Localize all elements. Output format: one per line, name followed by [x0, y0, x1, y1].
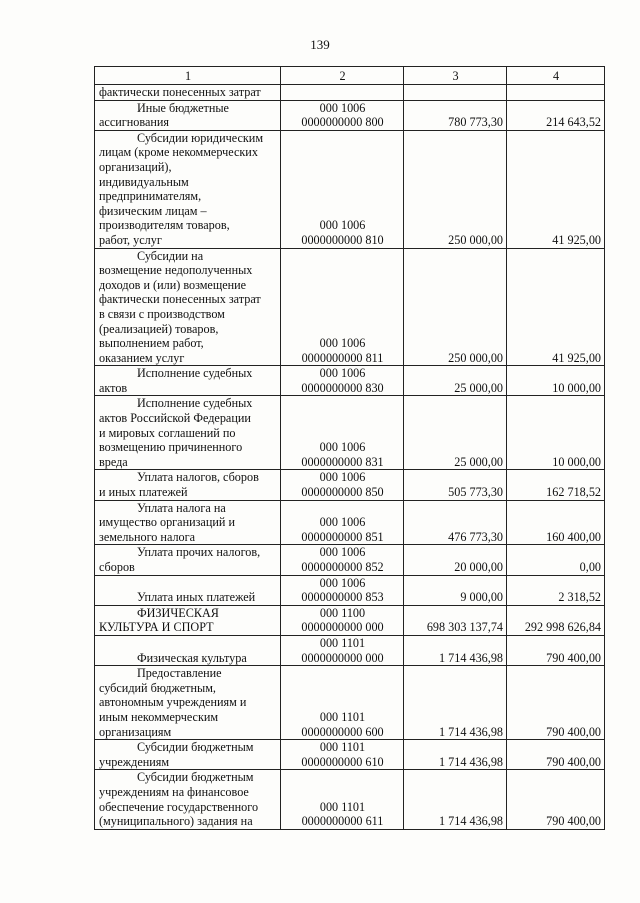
item-name-cell — [95, 85, 281, 101]
item-name-line: автономным учреждениям и — [99, 695, 247, 710]
amount-col3-cell: 1 714 436,98 — [404, 666, 507, 740]
item-name-line: актов — [99, 380, 128, 395]
item-name-line: Исполнение судебных — [137, 366, 253, 381]
budget-code-line: 0000000000 810 — [301, 232, 384, 247]
budget-code-cell — [281, 575, 404, 605]
amount-col4-cell: 790 400,00 — [507, 770, 605, 829]
amount-col3-cell: 698 303 137,74 — [404, 605, 507, 635]
item-name-line: индивидуальным — [99, 174, 189, 189]
table-row — [95, 470, 605, 500]
amount-col3-cell: 25 000,00 — [404, 396, 507, 470]
budget-code-cell — [281, 248, 404, 366]
amount-col4-cell: 2 318,52 — [507, 575, 605, 605]
budget-code-line: 0000000000 831 — [301, 454, 384, 469]
amount-col4-cell: 0,00 — [507, 545, 605, 575]
table-row — [95, 100, 605, 130]
item-name-line: обеспечение государственного — [99, 799, 259, 814]
budget-code-line: 0000000000 800 — [301, 115, 384, 130]
budget-code-cell — [281, 366, 404, 396]
amount-col4-cell: 790 400,00 — [507, 635, 605, 665]
budget-code-line: 000 1006 — [319, 545, 366, 560]
item-name-line: сборов — [99, 560, 135, 574]
item-name-line: Субсидии юридическим — [137, 130, 264, 145]
amount-col3-cell: 250 000,00 — [404, 248, 507, 366]
item-name-line: Субсидии бюджетным — [137, 770, 254, 785]
column-header: 1 — [95, 67, 281, 85]
budget-code-cell — [281, 740, 404, 770]
budget-code-line: 0000000000 811 — [301, 350, 384, 365]
column-header: 2 — [281, 67, 404, 85]
item-name-line: организациям — [99, 724, 172, 739]
budget-code-line: 0000000000 600 — [301, 724, 384, 739]
item-name-line: лицам (кроме некоммерческих — [99, 145, 258, 160]
budget-code-line: 0000000000 000 — [301, 620, 384, 635]
amount-col4-cell: 10 000,00 — [507, 396, 605, 470]
budget-code-line: 000 1100 — [319, 605, 366, 620]
amount-col3-cell: 9 000,00 — [404, 575, 507, 605]
amount-col3-cell — [404, 85, 507, 101]
item-name-line: оказанием услуг — [99, 350, 185, 365]
table-row — [95, 248, 605, 366]
item-name-line: учреждениям на финансовое — [99, 784, 249, 799]
table-row — [95, 396, 605, 470]
item-name-line: выполнением работ, — [99, 336, 204, 351]
item-name-line: ассигнования — [99, 115, 170, 130]
item-name-cell — [95, 130, 281, 248]
table-row — [95, 545, 605, 575]
budget-code-line: 000 1006 — [319, 575, 366, 590]
item-name-cell — [95, 396, 281, 470]
amount-col4-cell — [507, 85, 605, 101]
budget-code-line: 000 1006 — [319, 336, 366, 351]
amount-col3-cell: 505 773,30 — [404, 470, 507, 500]
budget-code-cell — [281, 85, 404, 101]
budget-code-line: 000 1101 — [319, 740, 366, 755]
amount-col4-cell: 162 718,52 — [507, 470, 605, 500]
budget-code-line: 000 1006 — [319, 100, 366, 115]
item-name-line: организаций), — [99, 159, 172, 174]
budget-code-cell — [281, 666, 404, 740]
item-name-line: Предоставление — [137, 666, 222, 681]
item-name-line: Уплата иных платежей — [137, 590, 256, 605]
item-name-line: и иных платежей — [99, 485, 188, 500]
amount-col3-cell: 1 714 436,98 — [404, 635, 507, 665]
item-name-line: Физическая культура — [137, 650, 247, 665]
item-name-cell — [95, 575, 281, 605]
item-name-line: работ, услуг — [99, 232, 162, 247]
budget-code-line: 000 1101 — [319, 709, 366, 724]
item-name-line: (муниципального) задания на — [99, 814, 253, 829]
item-name-cell — [95, 470, 281, 500]
amount-col4-cell: 790 400,00 — [507, 740, 605, 770]
item-name-line: субсидий бюджетным, — [99, 680, 216, 695]
amount-col3-cell: 250 000,00 — [404, 130, 507, 248]
table-row — [95, 635, 605, 665]
amount-col4-cell: 214 643,52 — [507, 100, 605, 130]
item-name-line: Исполнение судебных — [137, 396, 253, 411]
table-row — [95, 605, 605, 635]
item-name-cell — [95, 366, 281, 396]
budget-code-line: 000 1006 — [319, 440, 366, 455]
budget-code-line: 0000000000 853 — [301, 590, 384, 605]
budget-code-line: 000 1006 — [319, 366, 366, 381]
page-number: 139 — [310, 37, 330, 52]
item-name-line: возмещение недополученных — [99, 263, 253, 278]
item-name-line: и мировых соглашений по — [99, 425, 236, 440]
table-row — [95, 85, 605, 101]
budget-code-cell — [281, 770, 404, 829]
item-name-line: вреда — [99, 454, 128, 469]
item-name-line: КУЛЬТУРА И СПОРТ — [99, 620, 214, 635]
item-name-line: ФИЗИЧЕСКАЯ — [137, 605, 219, 620]
amount-col3-cell: 1 714 436,98 — [404, 770, 507, 829]
table-row — [95, 770, 605, 829]
budget-code-cell — [281, 130, 404, 248]
budget-code-line: 0000000000 611 — [301, 814, 384, 829]
item-name-line: фактически понесенных затрат — [99, 292, 261, 307]
column-header: 4 — [507, 67, 605, 85]
budget-code-cell — [281, 635, 404, 665]
item-name-line: иным некоммерческим — [99, 709, 219, 724]
item-name-line: (реализацией) товаров, — [99, 321, 219, 336]
budget-code-line: 0000000000 852 — [301, 560, 384, 574]
table-row — [95, 740, 605, 770]
budget-code-line: 0000000000 610 — [301, 754, 384, 769]
budget-code-line: 0000000000 000 — [301, 650, 384, 665]
amount-col4-cell: 41 925,00 — [507, 248, 605, 366]
budget-code-line: 0000000000 850 — [301, 485, 384, 500]
amount-col4-cell: 292 998 626,84 — [507, 605, 605, 635]
item-name-line: имущество организаций и — [99, 515, 235, 530]
table-row — [95, 500, 605, 545]
budget-table — [94, 66, 605, 830]
amount-col3-cell: 20 000,00 — [404, 545, 507, 575]
table-row — [95, 575, 605, 605]
amount-col3-cell: 25 000,00 — [404, 366, 507, 396]
item-name-line: предпринимателям, — [99, 189, 202, 204]
item-name-cell — [95, 605, 281, 635]
table-row — [95, 666, 605, 740]
budget-code-cell — [281, 500, 404, 545]
budget-code-line: 000 1006 — [319, 470, 366, 485]
item-name-line: земельного налога — [99, 529, 196, 544]
budget-code-line: 000 1006 — [319, 515, 366, 530]
budget-code-cell — [281, 470, 404, 500]
item-name-line: Субсидии бюджетным — [137, 740, 254, 755]
budget-code-line: 000 1101 — [319, 635, 366, 650]
item-name-line: Субсидии на — [137, 248, 204, 263]
table-row — [95, 366, 605, 396]
item-name-line: доходов и (или) возмещение — [99, 277, 247, 292]
budget-code-line: 000 1006 — [319, 218, 366, 233]
item-name-line: в связи с производством — [99, 306, 225, 321]
budget-code-cell — [281, 605, 404, 635]
item-name-cell — [95, 635, 281, 665]
amount-col4-cell: 10 000,00 — [507, 366, 605, 396]
table-row — [95, 130, 605, 248]
item-name-line: Иные бюджетные — [137, 100, 229, 115]
budget-code-cell — [281, 545, 404, 575]
amount-col3-cell: 1 714 436,98 — [404, 740, 507, 770]
item-name-line: возмещению причиненного — [99, 440, 243, 455]
item-name-cell — [95, 666, 281, 740]
column-header: 3 — [404, 67, 507, 85]
item-name-cell — [95, 770, 281, 829]
item-name-line: Уплата налогов, сборов — [137, 470, 259, 485]
item-name-line: Уплата налога на — [137, 500, 226, 515]
budget-code-cell — [281, 100, 404, 130]
item-name-cell — [95, 500, 281, 545]
budget-code-line: 0000000000 830 — [301, 380, 384, 395]
budget-code-cell — [281, 396, 404, 470]
budget-code-line: 000 1101 — [319, 799, 366, 814]
item-name-cell — [95, 545, 281, 575]
amount-col4-cell: 160 400,00 — [507, 500, 605, 545]
item-name-line: фактически понесенных затрат — [99, 85, 261, 99]
table-header-row — [95, 67, 605, 85]
amount-col3-cell: 780 773,30 — [404, 100, 507, 130]
item-name-line: Уплата прочих налогов, — [137, 545, 261, 560]
item-name-line: физическим лицам – — [99, 203, 207, 218]
item-name-cell — [95, 100, 281, 130]
budget-code-line: 0000000000 851 — [301, 529, 384, 544]
amount-col3-cell: 476 773,30 — [404, 500, 507, 545]
amount-col4-cell: 41 925,00 — [507, 130, 605, 248]
item-name-line: учреждениям — [99, 754, 170, 769]
item-name-line: актов Российской Федерации — [99, 411, 251, 426]
item-name-cell — [95, 740, 281, 770]
item-name-line: производителям товаров, — [99, 218, 230, 233]
item-name-cell — [95, 248, 281, 366]
amount-col4-cell: 790 400,00 — [507, 666, 605, 740]
